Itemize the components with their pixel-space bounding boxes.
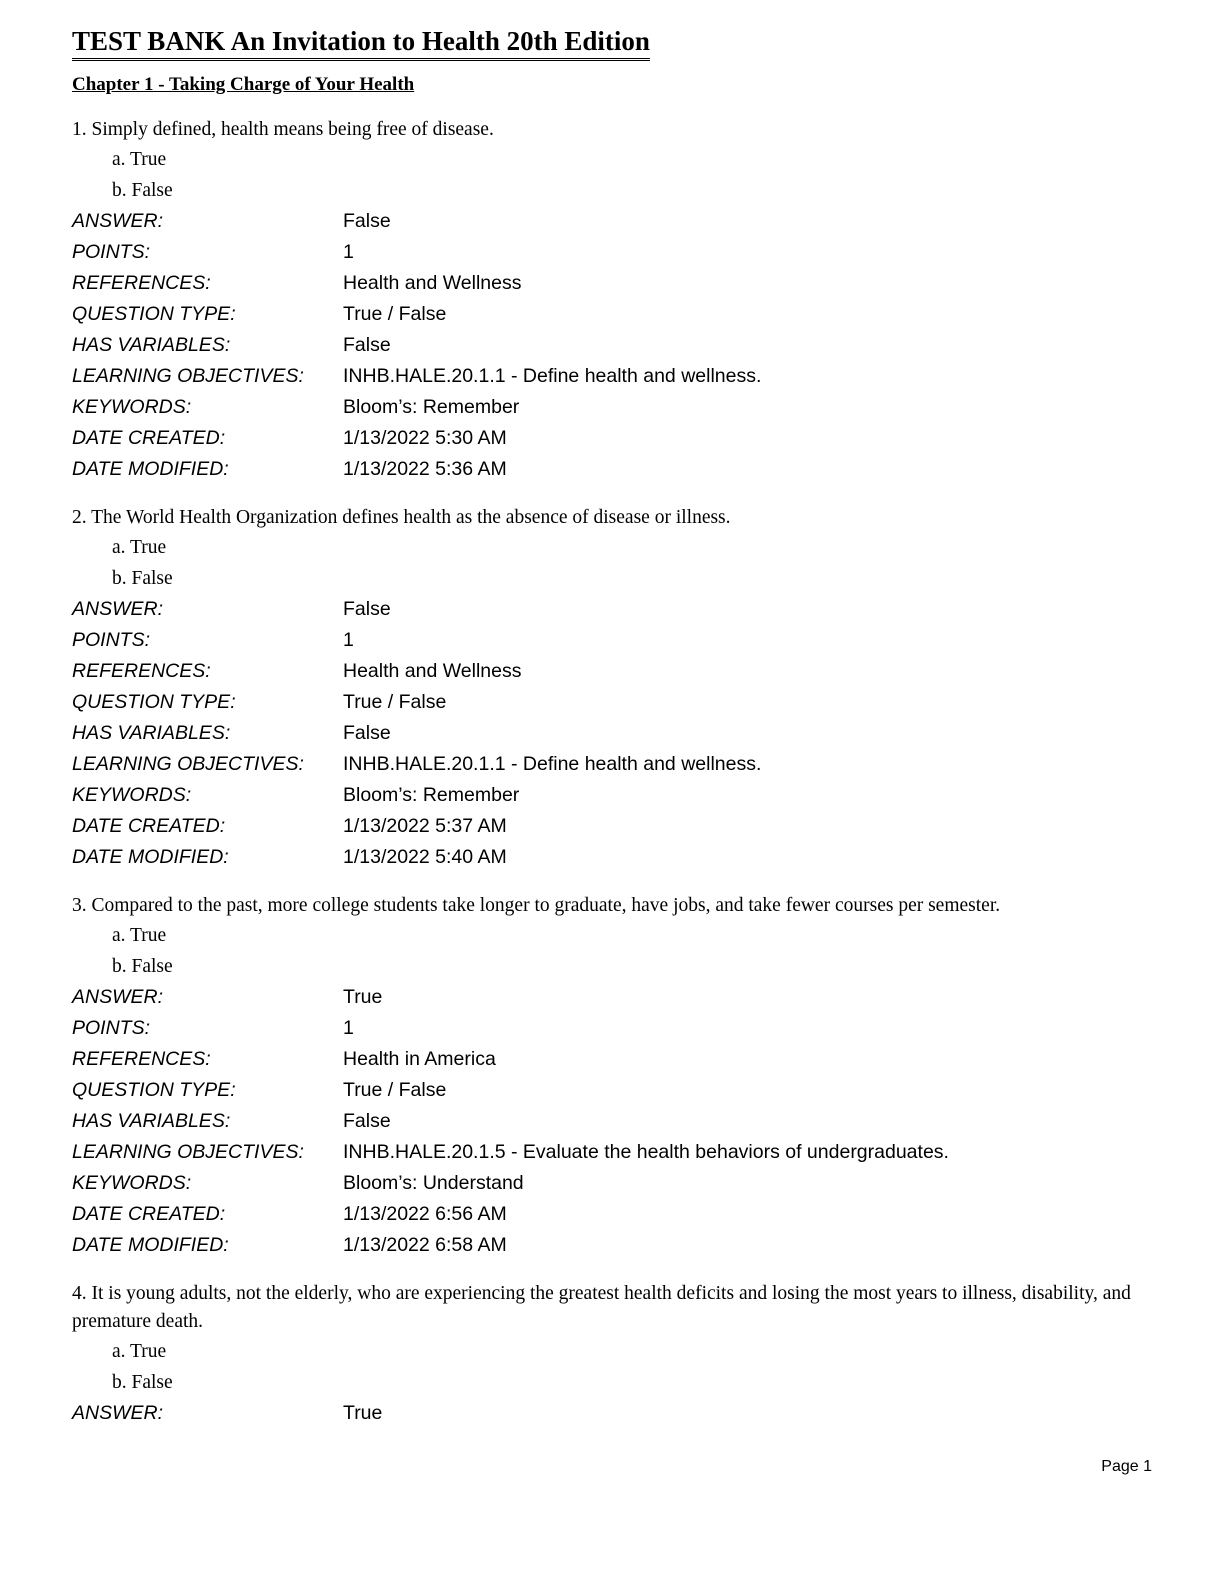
option-a: a. True — [112, 925, 167, 946]
points-value: 1 — [343, 1017, 354, 1039]
option-a: a. True — [112, 537, 167, 558]
meta-date-created — [72, 423, 1162, 454]
date-created-value: 1/13/2022 5:37 AM — [343, 815, 507, 837]
date-created-label: DATE CREATED: — [72, 1203, 226, 1225]
meta-has-variables — [72, 1106, 1162, 1137]
meta-date-created — [72, 1199, 1162, 1230]
answer-label: ANSWER: — [72, 1402, 164, 1424]
meta-date-modified — [72, 454, 1162, 485]
document-title: TEST BANK An Invitation to Health 20th Edition — [72, 24, 650, 61]
question-stem: 1. Simply defined, health means being free of disease. — [72, 119, 494, 140]
option-a: a. True — [112, 149, 167, 170]
meta-date-modified — [72, 1230, 1162, 1261]
meta-date-modified — [72, 842, 1162, 873]
has-variables-value: False — [343, 1110, 391, 1132]
meta-answer — [72, 982, 1162, 1013]
meta-references — [72, 656, 1162, 687]
question-2 — [72, 504, 1162, 873]
learning-objectives-label: LEARNING OBJECTIVES: — [72, 753, 304, 775]
references-label: REFERENCES: — [72, 660, 211, 682]
answer-value: True — [343, 986, 383, 1008]
date-modified-label: DATE MODIFIED: — [72, 846, 229, 868]
option-b: b. False — [112, 956, 173, 977]
chapter-title: Chapter 1 - Taking Charge of Your Health — [72, 74, 415, 95]
learning-objectives-value: INHB.HALE.20.1.5 - Evaluate the health behaviors of undergraduates. — [343, 1141, 949, 1163]
points-value: 1 — [343, 629, 354, 651]
learning-objectives-label: LEARNING OBJECTIVES: — [72, 365, 304, 387]
points-label: POINTS: — [72, 241, 151, 263]
answer-label: ANSWER: — [72, 210, 164, 232]
question-type-label: QUESTION TYPE: — [72, 1079, 236, 1101]
meta-learning-objectives — [72, 749, 1162, 780]
meta-references — [72, 268, 1162, 299]
question-type-value: True / False — [343, 1079, 447, 1101]
question-3 — [72, 892, 1162, 1261]
answer-value: False — [343, 210, 391, 232]
meta-has-variables — [72, 718, 1162, 749]
question-type-value: True / False — [343, 691, 447, 713]
keywords-value: Bloom’s: Remember — [343, 784, 520, 806]
meta-keywords — [72, 1168, 1162, 1199]
has-variables-label: HAS VARIABLES: — [72, 334, 231, 356]
date-created-value: 1/13/2022 6:56 AM — [343, 1203, 507, 1225]
meta-keywords — [72, 392, 1162, 423]
date-modified-label: DATE MODIFIED: — [72, 458, 229, 480]
meta-references — [72, 1044, 1162, 1075]
references-value: Health and Wellness — [343, 660, 522, 682]
points-label: POINTS: — [72, 1017, 151, 1039]
meta-question-type — [72, 687, 1162, 718]
meta-answer — [72, 206, 1162, 237]
meta-question-type — [72, 1075, 1162, 1106]
page-number: Page 1 — [1101, 1458, 1152, 1475]
question-type-value: True / False — [343, 303, 447, 325]
option-b: b. False — [112, 1372, 173, 1393]
meta-date-created — [72, 811, 1162, 842]
question-type-label: QUESTION TYPE: — [72, 303, 236, 325]
keywords-label: KEYWORDS: — [72, 1172, 192, 1194]
date-modified-value: 1/13/2022 6:58 AM — [343, 1234, 507, 1256]
option-b: b. False — [112, 568, 173, 589]
answer-label: ANSWER: — [72, 986, 164, 1008]
meta-learning-objectives — [72, 361, 1162, 392]
date-modified-label: DATE MODIFIED: — [72, 1234, 229, 1256]
date-created-label: DATE CREATED: — [72, 815, 226, 837]
date-modified-value: 1/13/2022 5:36 AM — [343, 458, 507, 480]
question-stem: 4. It is young adults, not the elderly, who are experiencing the greatest health deficits and losing the most years to illness, disability, and premature death. — [72, 1283, 1131, 1332]
meta-question-type — [72, 299, 1162, 330]
date-modified-value: 1/13/2022 5:40 AM — [343, 846, 507, 868]
has-variables-label: HAS VARIABLES: — [72, 722, 231, 744]
date-created-label: DATE CREATED: — [72, 427, 226, 449]
points-value: 1 — [343, 241, 354, 263]
meta-points — [72, 1013, 1162, 1044]
document-page — [72, 24, 1162, 1429]
option-b: b. False — [112, 180, 173, 201]
question-4 — [72, 1280, 1162, 1429]
keywords-label: KEYWORDS: — [72, 784, 192, 806]
question-type-label: QUESTION TYPE: — [72, 691, 236, 713]
answer-value: True — [343, 1402, 383, 1424]
meta-answer — [72, 1398, 1162, 1429]
meta-points — [72, 625, 1162, 656]
references-value: Health in America — [343, 1048, 496, 1070]
option-a: a. True — [112, 1341, 167, 1362]
keywords-label: KEYWORDS: — [72, 396, 192, 418]
question-stem: 2. The World Health Organization defines health as the absence of disease or illness. — [72, 507, 731, 528]
has-variables-value: False — [343, 334, 391, 356]
keywords-value: Bloom’s: Remember — [343, 396, 520, 418]
learning-objectives-value: INHB.HALE.20.1.1 - Define health and wellness. — [343, 753, 762, 775]
meta-learning-objectives — [72, 1137, 1162, 1168]
points-label: POINTS: — [72, 629, 151, 651]
answer-label: ANSWER: — [72, 598, 164, 620]
references-label: REFERENCES: — [72, 272, 211, 294]
references-value: Health and Wellness — [343, 272, 522, 294]
answer-value: False — [343, 598, 391, 620]
question-1 — [72, 116, 1162, 485]
learning-objectives-value: INHB.HALE.20.1.1 - Define health and wellness. — [343, 365, 762, 387]
has-variables-label: HAS VARIABLES: — [72, 1110, 231, 1132]
references-label: REFERENCES: — [72, 1048, 211, 1070]
meta-answer — [72, 594, 1162, 625]
meta-has-variables — [72, 330, 1162, 361]
learning-objectives-label: LEARNING OBJECTIVES: — [72, 1141, 304, 1163]
meta-points — [72, 237, 1162, 268]
date-created-value: 1/13/2022 5:30 AM — [343, 427, 507, 449]
has-variables-value: False — [343, 722, 391, 744]
keywords-value: Bloom’s: Understand — [343, 1172, 524, 1194]
meta-keywords — [72, 780, 1162, 811]
question-stem: 3. Compared to the past, more college students take longer to graduate, have jobs, and take fewer courses per semester. — [72, 895, 1001, 916]
